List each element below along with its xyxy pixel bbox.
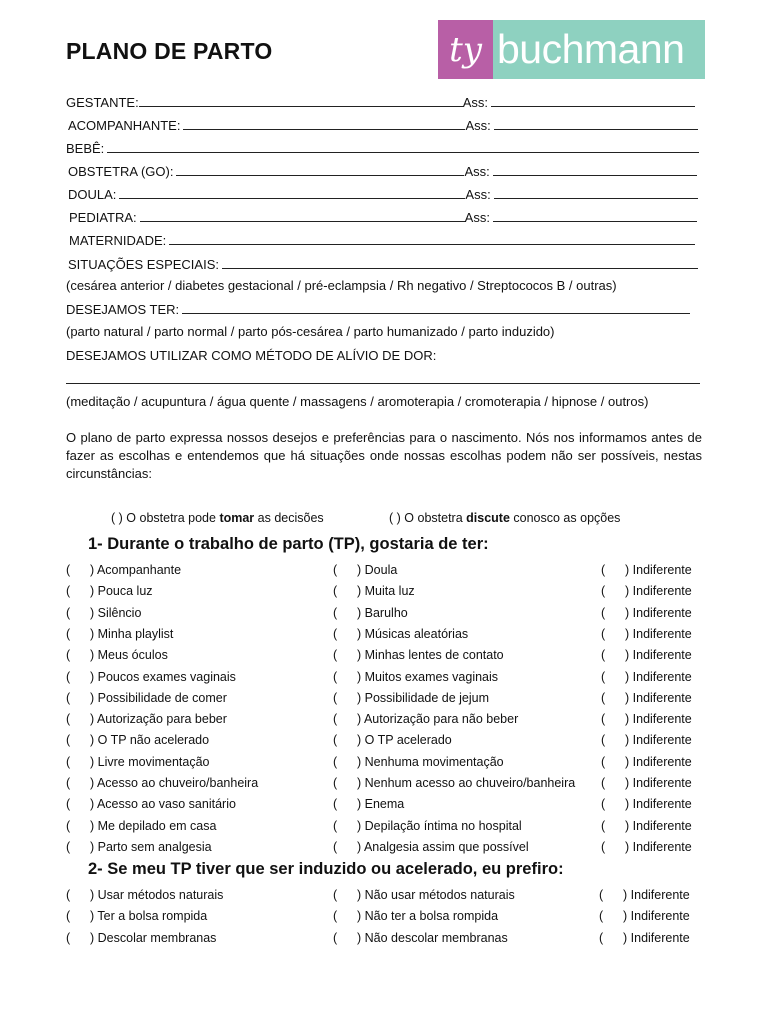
alivio-label: DESEJAMOS UTILIZAR COMO MÉTODO DE ALÍVIO DE DOR: — [66, 348, 437, 363]
choice-tomar[interactable] — [111, 511, 324, 525]
option-label: Indiferente — [632, 754, 692, 769]
checkbox-open[interactable]: ( — [66, 669, 71, 684]
checkbox-open[interactable]: ( — [333, 888, 338, 902]
field-pediatra[interactable] — [69, 209, 697, 225]
option-label: Minhas lentes de contato — [364, 648, 504, 663]
field-label: BEBÊ: — [66, 141, 105, 156]
checkbox-open[interactable]: ( — [333, 690, 338, 705]
section2-option[interactable]: ( ) Não usar métodos naturais — [333, 888, 515, 902]
option-label: Nenhuma movimentação — [364, 754, 504, 769]
section1-option[interactable]: ( ) Indiferente — [601, 754, 692, 769]
section1-option[interactable]: ( ) Indiferente — [601, 776, 692, 790]
alivio-input-line[interactable] — [66, 383, 700, 384]
section1-option[interactable]: ( ) Silêncio — [66, 605, 142, 620]
page-title: PLANO DE PARTO — [66, 38, 273, 64]
checkbox-mark[interactable]: ( ) — [111, 511, 123, 525]
section1-option[interactable]: ( ) Doula — [333, 563, 398, 577]
checkbox-open[interactable]: ( — [601, 690, 606, 705]
field-acompanhante[interactable] — [68, 117, 698, 133]
checkbox-open[interactable]: ( — [601, 818, 606, 833]
field-doula[interactable] — [68, 186, 698, 202]
checkbox-open[interactable]: ( — [601, 605, 606, 620]
checkbox-open[interactable]: ( — [333, 712, 338, 727]
section2-option[interactable]: ( ) Ter a bolsa rompida — [66, 909, 208, 924]
checkbox-open[interactable]: ( — [599, 930, 604, 945]
checkbox-open[interactable]: ( — [333, 605, 338, 620]
option-label: Indiferente — [630, 930, 690, 945]
section1-option[interactable]: ( ) Indiferente — [601, 733, 692, 748]
option-label: Acompanhante — [96, 563, 182, 577]
choice-discute[interactable] — [389, 511, 620, 525]
checkbox-open[interactable]: ( — [333, 648, 338, 663]
checkbox-open[interactable]: ( — [66, 754, 71, 769]
checkbox-open[interactable]: ( — [599, 888, 604, 902]
checkbox-open[interactable]: ( — [66, 818, 71, 833]
section1-option[interactable]: ( ) Indiferente — [601, 626, 692, 641]
ass-label: Ass: — [465, 187, 491, 202]
option-label: Minha playlist — [97, 626, 174, 641]
option-label: Possibilidade de jejum — [364, 690, 490, 705]
checkbox-open[interactable]: ( — [66, 888, 71, 902]
section1-option[interactable]: ( ) Indiferente — [601, 584, 692, 599]
situacoes-options: (cesárea anterior / diabetes gestacional / pré-eclampsia / Rh negativo / Streptococos B / outras) — [66, 278, 617, 293]
option-label: Me depilado em casa — [97, 818, 217, 833]
option-label: Depilação íntima no hospital — [364, 818, 522, 833]
option-label: Indiferente — [632, 839, 692, 854]
ass-label: Ass: — [465, 118, 491, 133]
checkbox-open[interactable]: ( — [333, 626, 338, 641]
brand-logo — [438, 20, 705, 79]
section1-option[interactable]: ( ) Indiferente — [601, 797, 692, 812]
section1-option[interactable]: ( ) Analgesia assim que possível — [333, 839, 529, 854]
section1-option[interactable]: ( ) Enema — [333, 797, 405, 812]
field-label: DESEJAMOS TER: — [66, 302, 180, 317]
choice-text: as decisões — [257, 511, 324, 525]
section1-option[interactable]: ( ) Indiferente — [601, 669, 692, 684]
option-label: Enema — [364, 797, 405, 812]
option-label: Autorização para não beber — [363, 712, 519, 727]
section1-option[interactable]: ( ) Acesso ao chuveiro/banheira — [66, 776, 259, 790]
option-label: Indiferente — [632, 584, 692, 599]
checkbox-open[interactable]: ( — [66, 605, 71, 620]
logo-ty: ty — [438, 20, 493, 79]
field-desejamos-ter[interactable] — [66, 301, 690, 317]
option-label: Nenhum acesso ao chuveiro/banheira — [364, 776, 576, 790]
option-label: Ter a bolsa rompida — [97, 909, 208, 924]
checkbox-open[interactable]: ( — [66, 690, 71, 705]
section1-option[interactable]: ( ) Minha playlist — [66, 626, 174, 641]
choice-bold: tomar — [219, 511, 255, 525]
section1-option[interactable]: ( ) Autorização para não beber — [333, 712, 519, 727]
field-situacoes[interactable] — [68, 256, 698, 272]
section1-option[interactable]: ( ) Indiferente — [601, 563, 692, 577]
option-label: Parto sem analgesia — [97, 839, 212, 854]
option-label: Descolar membranas — [97, 930, 217, 945]
checkbox-open[interactable]: ( — [66, 648, 71, 663]
option-label: Indiferente — [630, 888, 690, 902]
checkbox-open[interactable]: ( — [66, 712, 71, 727]
checkbox-open[interactable]: ( — [333, 818, 338, 833]
checkbox-open[interactable]: ( — [66, 584, 71, 599]
alivio-options: (meditação / acupuntura / água quente / massagens / aromoterapia / cromoterapia / hipnose / outros) — [66, 394, 649, 409]
section1-option[interactable]: ( ) Poucos exames vaginais — [66, 669, 236, 684]
option-label: Muita luz — [364, 584, 415, 599]
option-label: Doula — [364, 563, 398, 577]
section1-option[interactable]: ( ) Possibilidade de jejum — [333, 690, 490, 705]
desejamos-ter-options: (parto natural / parto normal / parto pós-cesárea / parto humanizado / parto induzido) — [66, 324, 555, 339]
section2-option[interactable]: ( ) Indiferente — [599, 888, 690, 902]
section1-option[interactable]: ( ) Meus óculos — [66, 648, 168, 663]
checkbox-open[interactable]: ( — [333, 584, 338, 599]
option-label: Não usar métodos naturais — [364, 888, 515, 902]
option-label: Acesso ao chuveiro/banheira — [96, 776, 259, 790]
option-label: Acesso ao vaso sanitário — [96, 797, 236, 812]
checkbox-open[interactable]: ( — [66, 626, 71, 641]
checkbox-open[interactable]: ( — [66, 909, 71, 924]
section2-option[interactable]: ( ) Não descolar membranas — [333, 930, 508, 945]
option-label: Barulho — [364, 605, 408, 620]
section1-option[interactable]: ( ) Pouca luz — [66, 584, 153, 599]
section1-option[interactable]: ( ) Barulho — [333, 605, 408, 620]
option-label: Músicas aleatórias — [364, 626, 469, 641]
ass-label: Ass: — [464, 210, 490, 225]
checkbox-open[interactable]: ( — [66, 797, 71, 812]
section1-option[interactable]: ( ) Indiferente — [601, 648, 692, 663]
option-label: Analgesia assim que possível — [363, 839, 529, 854]
option-label: Poucos exames vaginais — [97, 669, 236, 684]
ass-label: Ass: — [464, 164, 490, 179]
choice-text: conosco as opções — [513, 511, 621, 525]
section1-option[interactable]: ( ) Acompanhante — [66, 563, 182, 577]
section1-option[interactable]: ( ) O TP acelerado — [333, 733, 452, 748]
checkbox-open[interactable]: ( — [333, 909, 338, 924]
option-label: Indiferente — [632, 605, 692, 620]
section1-option[interactable]: ( ) Músicas aleatórias — [333, 626, 469, 641]
section1-option[interactable]: ( ) Depilação íntima no hospital — [333, 818, 522, 833]
field-label: ACOMPANHANTE: — [68, 118, 181, 133]
section1-option[interactable]: ( ) Indiferente — [601, 839, 692, 854]
section1-option[interactable]: ( ) Me depilado em casa — [66, 818, 217, 833]
option-label: Indiferente — [632, 733, 692, 748]
option-label: Indiferente — [632, 776, 692, 790]
option-label: Meus óculos — [97, 648, 168, 663]
option-label: Indiferente — [632, 712, 692, 727]
section1-option[interactable]: ( ) Indiferente — [601, 818, 692, 833]
checkbox-open[interactable]: ( — [66, 839, 71, 854]
checkbox-open[interactable]: ( — [333, 797, 338, 812]
checkbox-open[interactable]: ( — [66, 563, 71, 577]
field-obstetra[interactable] — [68, 163, 697, 179]
field-label: GESTANTE: — [66, 95, 139, 110]
checkbox-open[interactable]: ( — [333, 776, 338, 790]
checkbox-open[interactable]: ( — [601, 776, 606, 790]
checkbox-open[interactable]: ( — [333, 669, 338, 684]
checkbox-open[interactable]: ( — [66, 733, 71, 748]
checkbox-open[interactable]: ( — [333, 563, 338, 577]
option-label: Livre movimentação — [97, 754, 210, 769]
checkbox-open[interactable]: ( — [333, 754, 338, 769]
checkbox-open[interactable]: ( — [599, 909, 604, 924]
checkbox-open[interactable]: ( — [601, 733, 606, 748]
checkbox-mark[interactable]: ( ) — [389, 511, 401, 525]
field-label: PEDIATRA: — [69, 210, 137, 225]
section1-option[interactable]: ( ) Nenhuma movimentação — [333, 754, 504, 769]
choice-text: O obstetra pode — [126, 511, 216, 525]
ass-label: Ass: — [462, 95, 489, 110]
section1-option[interactable]: ( ) Indiferente — [601, 690, 692, 705]
field-bebe[interactable] — [66, 140, 699, 156]
section2-option[interactable]: ( ) Indiferente — [599, 930, 690, 945]
section1-option[interactable]: ( ) O TP não acelerado — [66, 733, 210, 748]
section1-option[interactable]: ( ) Autorização para beber — [66, 712, 227, 727]
field-label: OBSTETRA (GO): — [68, 164, 174, 179]
option-label: Silêncio — [97, 605, 142, 620]
option-label: Autorização para beber — [96, 712, 227, 727]
field-label: SITUAÇÕES ESPECIAIS: — [68, 257, 219, 272]
option-label: Indiferente — [632, 648, 692, 663]
section2-heading: 2- Se meu TP tiver que ser induzido ou acelerado, eu prefiro: — [88, 860, 564, 878]
section1-option[interactable]: ( ) Minhas lentes de contato — [333, 648, 504, 663]
checkbox-open[interactable]: ( — [601, 584, 606, 599]
checkbox-open[interactable]: ( — [601, 797, 606, 812]
section1-option[interactable]: ( ) Indiferente — [601, 712, 692, 727]
section1-option[interactable]: ( ) Muitos exames vaginais — [333, 669, 499, 684]
option-label: Indiferente — [632, 669, 692, 684]
checkbox-open[interactable]: ( — [66, 930, 71, 945]
checkbox-open[interactable]: ( — [66, 776, 71, 790]
checkbox-open[interactable]: ( — [601, 839, 606, 854]
checkbox-open[interactable]: ( — [601, 669, 606, 684]
option-label: Muitos exames vaginais — [364, 669, 499, 684]
section1-option[interactable]: ( ) Possibilidade de comer — [66, 690, 227, 705]
choice-bold: discute — [466, 511, 510, 525]
section2-option[interactable]: ( ) Não ter a bolsa rompida — [333, 909, 499, 924]
option-label: Indiferente — [632, 797, 692, 812]
field-maternidade[interactable] — [69, 232, 695, 248]
section2-option[interactable]: ( ) Indiferente — [599, 909, 690, 924]
option-label: Pouca luz — [97, 584, 153, 599]
option-label: O TP acelerado — [364, 733, 452, 748]
option-label: Indiferente — [632, 626, 692, 641]
option-label: Indiferente — [632, 690, 692, 705]
checkbox-open[interactable]: ( — [333, 930, 338, 945]
option-label: Indiferente — [632, 818, 692, 833]
checkbox-open[interactable]: ( — [601, 626, 606, 641]
checkbox-open[interactable]: ( — [601, 563, 606, 577]
section1-option[interactable]: ( ) Acesso ao vaso sanitário — [66, 797, 236, 812]
intro-paragraph: O plano de parto expressa nossos desejos e preferências para o nascimento. Nós nos informamos antes de fazer as escolhas e entendemos que há situações onde nossas escolhas podem não ser possíveis, nestas circunstâncias: — [66, 430, 702, 481]
checkbox-open[interactable]: ( — [601, 648, 606, 663]
option-label: Indiferente — [632, 563, 692, 577]
checkbox-open[interactable]: ( — [601, 712, 606, 727]
option-label: Usar métodos naturais — [97, 888, 224, 902]
checkbox-open[interactable]: ( — [333, 733, 338, 748]
section1-option[interactable]: ( ) Nenhum acesso ao chuveiro/banheira — [333, 776, 576, 790]
field-gestante[interactable] — [66, 94, 695, 110]
section1-heading: 1- Durante o trabalho de parto (TP), gostaria de ter: — [88, 535, 489, 553]
section1-option[interactable]: ( ) Indiferente — [601, 605, 692, 620]
choice-text: O obstetra — [404, 511, 463, 525]
option-label: Não descolar membranas — [364, 930, 508, 945]
option-label: Indiferente — [630, 909, 690, 924]
option-label: Não ter a bolsa rompida — [364, 909, 499, 924]
checkbox-open[interactable]: ( — [333, 839, 338, 854]
logo-brand: buchmann — [493, 20, 705, 79]
section1-option[interactable]: ( ) Parto sem analgesia — [66, 839, 212, 854]
checkbox-open[interactable]: ( — [601, 754, 606, 769]
section2-option[interactable]: ( ) Descolar membranas — [66, 930, 217, 945]
option-label: Possibilidade de comer — [97, 690, 227, 705]
option-label: O TP não acelerado — [97, 733, 210, 748]
section1-option[interactable]: ( ) Livre movimentação — [66, 754, 210, 769]
section1-option[interactable]: ( ) Muita luz — [333, 584, 415, 599]
field-label: MATERNIDADE: — [69, 233, 167, 248]
field-label: DOULA: — [68, 187, 117, 202]
section2-option[interactable]: ( ) Usar métodos naturais — [66, 888, 224, 902]
